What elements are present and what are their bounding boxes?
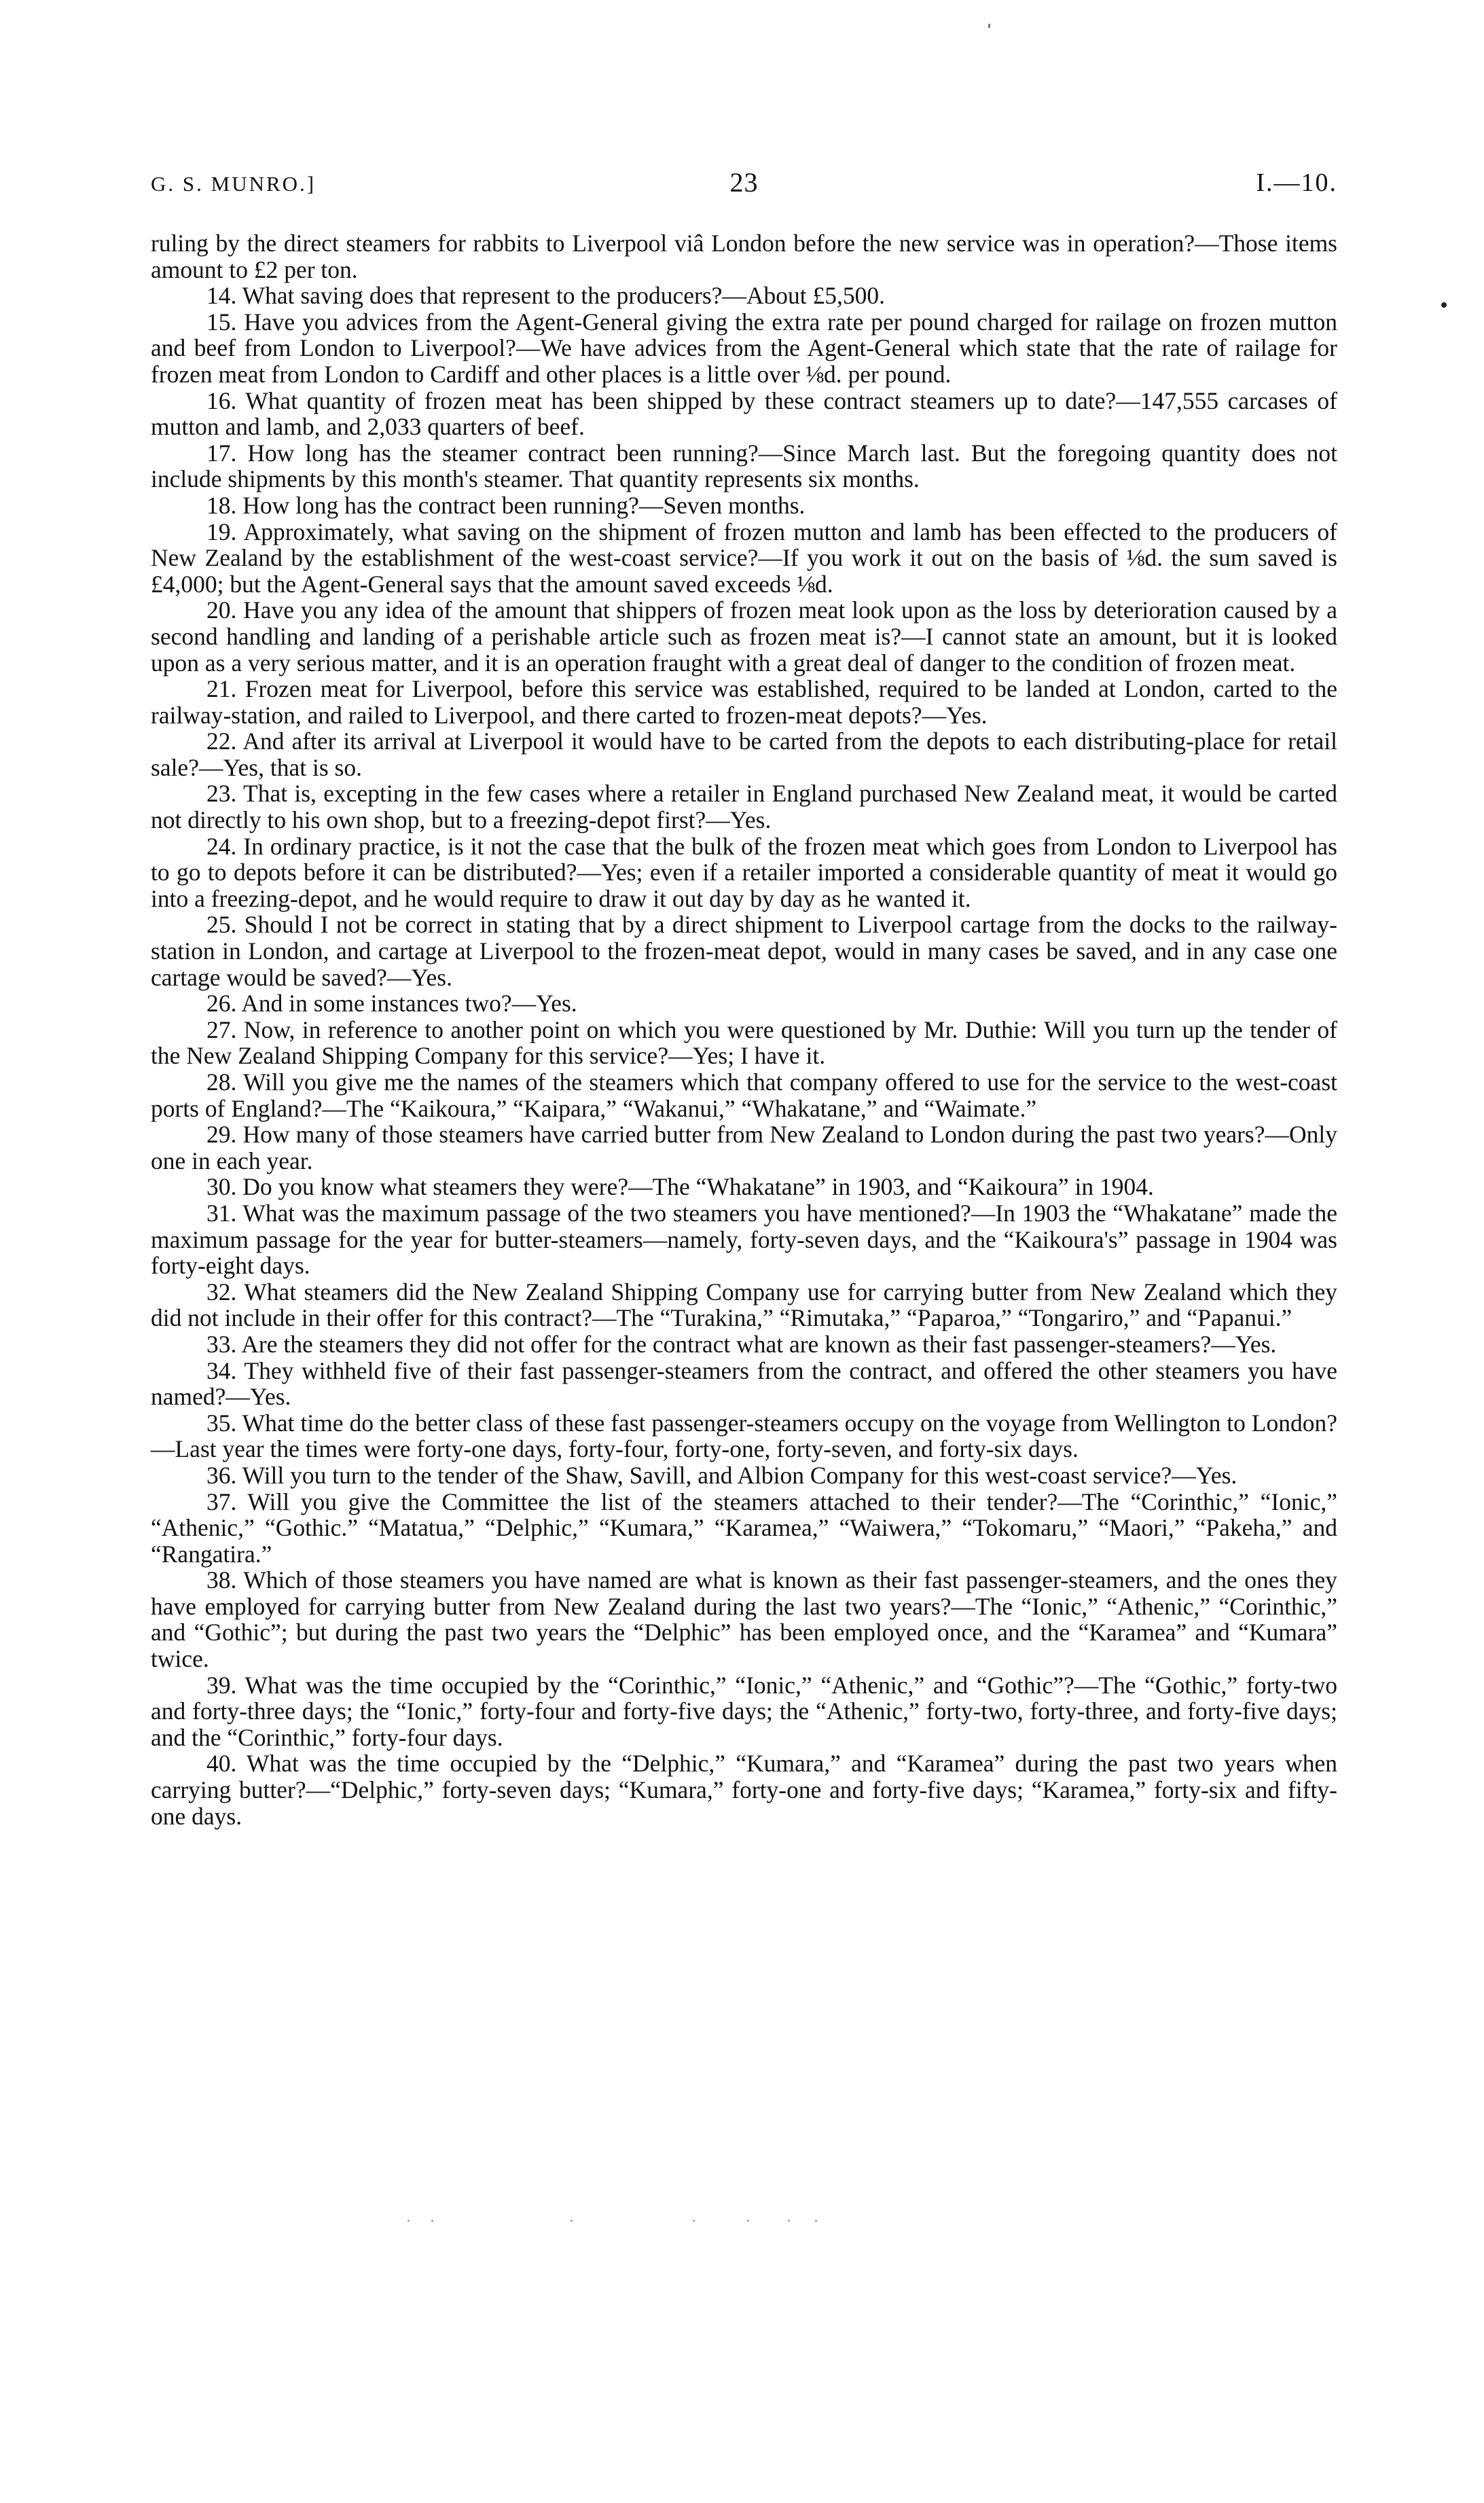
- question-40: 40. What was the time occupied by the “Delphic,” “Kumara,” and “Karamea” during the past two years when carrying butter?—“Delphic,” forty-seven days; “Kumara,” forty-one and forty-five days; “Karamea,” forty-six and fifty-one days.: [151, 1750, 1337, 1830]
- scan-speck: [747, 2220, 749, 2222]
- body-text: [151, 230, 1337, 1829]
- scan-speck: [788, 2220, 790, 2222]
- question-27: 27. Now, in reference to another point on which you were questioned by Mr. Duthie: Will you turn up the tender of the New Zealand Shipping Company for this service?—Yes; I have it.: [151, 1015, 1337, 1070]
- page-number: 23: [729, 167, 759, 198]
- question-19: 19. Approximately, what saving on the shipment of frozen mutton and lamb has been effected to the producers of New Zealand by the establishment of the west-coast service?—If you work it out on the basis of ⅛d. the sum saved is £4,000; but the Agent-General says that the amount saved exceeds ⅛d.: [151, 518, 1337, 598]
- question-33: 33. Are the steamers they did not offer for the contract what are known as their fast passenger-steamers?—Yes.: [206, 1330, 1277, 1358]
- question-14: 14. What saving does that represent to the producers?—About £5,500.: [206, 282, 886, 310]
- question-23: 23. That is, excepting in the few cases where a retailer in England purchased New Zealand meat, it would be carted not directly to his own shop, but to a freezing-depot first?—Yes.: [151, 780, 1337, 834]
- question-32: 32. What steamers did the New Zealand Shipping Company use for carrying butter from New Zealand which they did not include in their offer for this contract?—The “Turakina,” “Rimutaka,” “Paparoa,” “Tongariro,” and “Papanui.”: [151, 1278, 1337, 1332]
- scan-speck: [571, 2220, 573, 2222]
- question-24: 24. In ordinary practice, is it not the case that the bulk of the frozen meat which goes from London to Liverpool has to go to depots before it can be distributed?—Yes; even if a retailer imported a considerable quantity of meat it would go into a freezing-depot, and he would require to draw it out day by day as he wanted it.: [151, 832, 1337, 912]
- scan-speck: [815, 2220, 817, 2222]
- header-author: G. S. MUNRO.]: [151, 172, 316, 196]
- question-35: 35. What time do the better class of these fast passenger-steamers occupy on the voyage from Wellington to London?—Last year the times were forty-one days, forty-four, forty-one, forty-seven, and forty-six days.: [151, 1409, 1337, 1463]
- question-20: 20. Have you any idea of the amount that shippers of frozen meat look upon as the loss by deterioration caused by a second handling and landing of a perishable article such as frozen meat is?—I cannot state an amount, but it is looked upon as a very serious matter, and it is an operation fraught with a great deal of danger to the condition of frozen meat.: [151, 596, 1337, 677]
- scan-specks: [408, 2220, 842, 2227]
- margin-mark: [1441, 302, 1447, 308]
- question-21: 21. Frozen meat for Liverpool, before this service was established, required to be landed at London, carted to the railway-station, and railed to Liverpool, and there carted to frozen-meat depots?—Yes.: [151, 675, 1337, 729]
- question-31: 31. What was the maximum passage of the two steamers you have mentioned?—In 1903 the “Whakatane” made the maximum passage for the year for butter-steamers—namely, forty-seven days, and the “Kaikoura's” passage in 1904 was forty-eight days.: [151, 1199, 1337, 1280]
- scan-speck: [988, 24, 990, 28]
- scan-speck: [693, 2220, 695, 2222]
- scan-speck: [431, 2220, 433, 2222]
- question-30: 30. Do you know what steamers they were?—The “Whakatane” in 1903, and “Kaikoura” in 1904.: [206, 1173, 1154, 1201]
- question-34: 34. They withheld five of their fast passenger-steamers from the contract, and offered the other steamers you have named?—Yes.: [151, 1356, 1337, 1411]
- question-36: 36. Will you turn to the tender of the Shaw, Savill, and Albion Company for this west-coast service?—Yes.: [206, 1461, 1237, 1489]
- question-17: 17. How long has the steamer contract been running?—Since March last. But the foregoing quantity does not include shipments by this month's steamer. That quantity represents six months.: [151, 439, 1337, 493]
- document-reference: I.—10.: [1256, 168, 1337, 197]
- question-26: 26. And in some instances two?—Yes.: [206, 990, 577, 1018]
- running-header: [151, 166, 1337, 207]
- question-16: 16. What quantity of frozen meat has been shipped by these contract steamers up to date?—147,555 carcases of mutton and lamb, and 2,033 quarters of beef.: [151, 386, 1337, 441]
- scan-speck: [408, 2220, 410, 2222]
- question-39: 39. What was the time occupied by the “Corinthic,” “Ionic,” “Athenic,” and “Gothic”?—The “Gothic,” forty-two and forty-three days; the “Ionic,” forty-four and forty-five days; the “Athenic,” forty-two, forty-three, and forty-five days; and the “Corinthic,” forty-four days.: [151, 1671, 1337, 1751]
- question-37: 37. Will you give the Committee the list of the steamers attached to their tender?—The “Corinthic,” “Ionic,” “Athenic,” “Gothic.” “Matatua,” “Delphic,” “Kumara,” “Karamea,” “Waiwera,” “Tokomaru,” “Maori,” “Pakeha,” and “Rangatira.”: [151, 1488, 1337, 1568]
- question-28: 28. Will you give me the names of the steamers which that company offered to use for the service to the west-coast ports of England?—The “Kaikoura,” “Kaipara,” “Wakanui,” “Whakatane,” and “Waimate.”: [151, 1068, 1337, 1122]
- question-18: 18. How long has the contract been running?—Seven months.: [206, 491, 806, 519]
- question-38: 38. Which of those steamers you have named are what is known as their fast passenger-steamers, and the ones they have employed for carrying butter from New Zealand during the last two years?—The “Ionic,” “Athenic,” “Corinthic,” and “Gothic”; but during the past two years the “Delphic” has been employed once, and the “Karamea” and “Kumara” twice.: [151, 1566, 1337, 1673]
- question-25: 25. Should I not be correct in stating that by a direct shipment to Liverpool cartage from the docks to the railway-station in London, and cartage at Liverpool to the frozen-meat depot, would in many cases be saved, and in any case one cartage would be saved?—Yes.: [151, 911, 1337, 991]
- question-15: 15. Have you advices from the Agent-General giving the extra rate per pound charged for railage on frozen mutton and beef from London to Liverpool?—We have advices from the Agent-General which state that the rate of railage for frozen meat from London to Cardiff and other places is a little over ⅛d. per pound.: [151, 308, 1337, 388]
- paragraph-continuation: ruling by the direct steamers for rabbits to Liverpool viâ London before the new service was in operation?—Those items amount to £2 per ton.: [151, 230, 1337, 283]
- question-29: 29. How many of those steamers have carried butter from New Zealand to London during the past two years?—Only one in each year.: [151, 1121, 1337, 1174]
- question-22: 22. And after its arrival at Liverpool it would have to be carted from the depots to each distributing-place for retail sale?—Yes, that is so.: [151, 727, 1337, 781]
